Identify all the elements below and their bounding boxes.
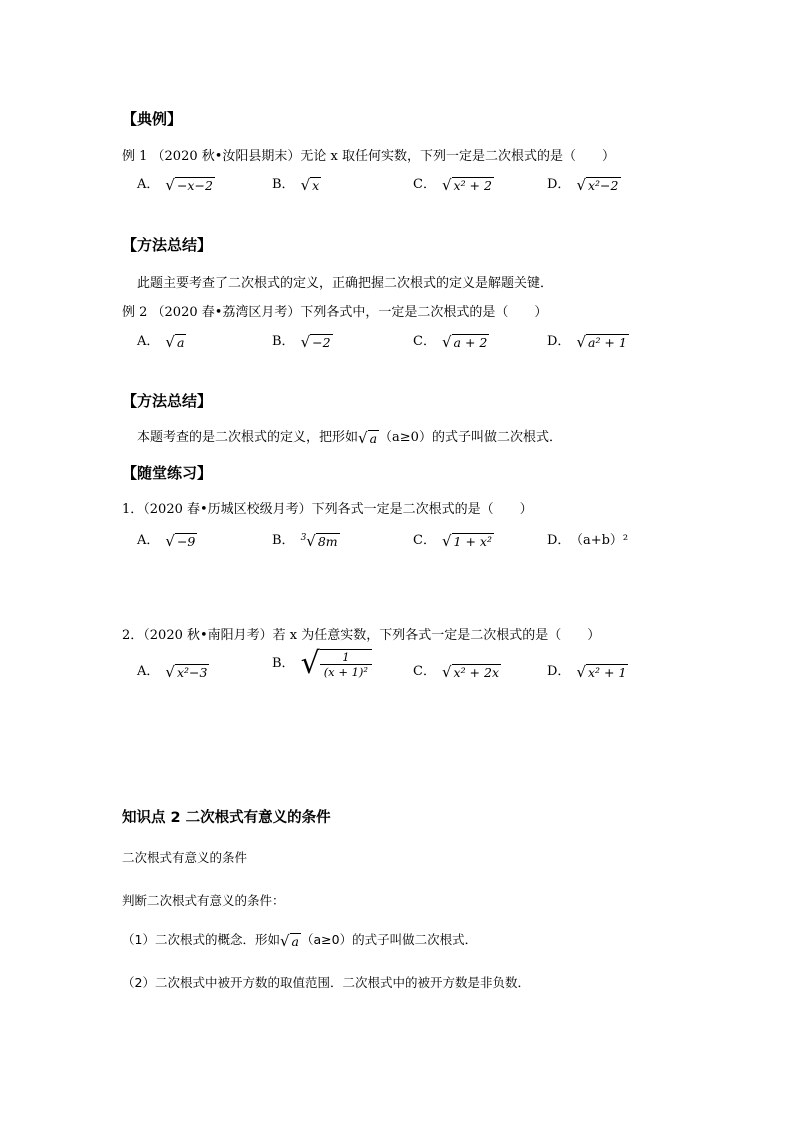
option-letter: D． — [547, 664, 571, 679]
ex2-option-a[interactable] — [137, 330, 186, 351]
option-letter: C． — [413, 177, 436, 192]
radicand: −2 — [312, 334, 331, 350]
ex1-option-d[interactable] — [547, 173, 621, 194]
ex1-option-a[interactable] — [137, 173, 215, 194]
q1-option-d[interactable] — [547, 529, 628, 548]
radicand: 8m — [317, 533, 338, 549]
option-letter: B． — [272, 656, 295, 671]
question2-stem: 2．（2020 秋•南阳月考）若 x 为任意实数，下列各式一定是二次根式的是（ ） — [122, 628, 601, 643]
cube-root: $^3$√ 8m — [300, 531, 338, 550]
option-letter: A． — [137, 533, 160, 548]
radical: √ x²−2 — [576, 175, 619, 194]
option-letter: A． — [137, 664, 160, 679]
numerator: 1 — [320, 650, 372, 665]
q2-option-b[interactable] — [272, 646, 372, 681]
radical: √ −2 — [300, 332, 331, 351]
q2-option-c[interactable] — [413, 660, 501, 681]
ex2-option-c[interactable] — [413, 330, 489, 351]
practice-heading: 【随堂练习】 — [122, 464, 213, 482]
radical: √ a² + 1 — [576, 332, 627, 351]
radical: √ a — [279, 931, 299, 950]
method-summary-heading-2: 【方法总结】 — [122, 392, 213, 410]
kp2-item-1 — [122, 930, 477, 950]
radicand: x — [312, 177, 320, 193]
method2-text-pre: 本题考查的是二次根式的定义，把形如 — [137, 430, 359, 445]
radical: √ −x−2 — [165, 175, 213, 194]
ex1-option-c[interactable] — [413, 173, 494, 194]
q2-option-a[interactable] — [137, 660, 209, 681]
radicand: a — [291, 933, 299, 949]
kp2-item1-post: （a≥0）的式子叫做二次根式． — [300, 932, 478, 947]
kp2-item1-pre: （1）二次根式的概念．形如 — [122, 932, 280, 947]
question1-stem: 1．（2020 春•历城区校级月考）下列各式一定是二次根式的是（ ） — [122, 502, 533, 517]
option-letter: C． — [413, 533, 436, 548]
example1-stem: 例 1 （2020 秋•汝阳县期末）无论 x 取任何实数，下列一定是二次根式的是（ ） — [122, 149, 616, 164]
radicand: a — [176, 334, 185, 350]
option-letter: A． — [137, 177, 160, 192]
option-letter: A． — [137, 334, 160, 349]
radical: √ $\frac{1}{\text{(x + 1)²}}$ — [301, 646, 372, 681]
example2-stem: 例 2 （2020 春•荔湾区月考）下列各式中，一定是二次根式的是（ ） — [122, 305, 548, 320]
radicand: a + 2 — [453, 334, 488, 350]
radicand: x²−3 — [176, 664, 208, 680]
radical: √ a — [358, 428, 378, 447]
option-letter: B． — [272, 533, 295, 548]
radicand: x² + 2 — [453, 177, 492, 193]
method2-text-post: （a≥0）的式子叫做二次根式． — [379, 430, 562, 445]
ex2-option-d[interactable] — [547, 330, 629, 351]
kp2-item-2: （2）二次根式中被开方数的取值范围．二次根式中的被开方数是非负数． — [122, 975, 530, 990]
radical: √ −9 — [165, 531, 196, 550]
option-letter: D． — [547, 334, 571, 349]
option-expression: （a+b）² — [576, 533, 629, 548]
kp2-subtitle: 二次根式有意义的条件 — [122, 850, 248, 865]
radicand: x² + 2x — [453, 664, 499, 680]
kp2-judge-text: 判断二次根式有意义的条件： — [122, 893, 285, 908]
root-index: 3 — [300, 532, 307, 543]
radicand: −9 — [176, 533, 196, 549]
radical: √ a + 2 — [441, 332, 488, 351]
radical: √ x²−3 — [165, 662, 208, 681]
q1-option-a[interactable] — [137, 529, 197, 550]
q2-option-d[interactable] — [547, 660, 628, 681]
method-summary-heading-1: 【方法总结】 — [122, 236, 213, 254]
radicand: a² + 1 — [588, 334, 627, 350]
typical-heading: 【典例】 — [122, 110, 183, 128]
radicand: x² + 1 — [588, 664, 627, 680]
method-summary-text-1: 此题主要考查了二次根式的定义，正确把握二次根式的定义是解题关键． — [137, 276, 554, 291]
q1-option-b[interactable] — [272, 529, 340, 550]
method-summary-text-2 — [137, 426, 562, 447]
option-letter: C． — [413, 334, 436, 349]
option-letter: B． — [272, 334, 295, 349]
option-letter: C． — [413, 664, 436, 679]
radicand: 1 + x² — [453, 533, 492, 549]
q1-option-c[interactable] — [413, 529, 494, 550]
radicand: x²−2 — [588, 177, 619, 193]
radical: √ x² + 2 — [441, 175, 492, 194]
radical: √ x² + 2x — [441, 662, 499, 681]
radical: √ x² + 1 — [576, 662, 627, 681]
knowledge-point-2-title: 知识点 2 二次根式有意义的条件 — [122, 810, 331, 826]
ex1-option-b[interactable] — [272, 173, 321, 194]
ex2-option-b[interactable] — [272, 330, 333, 351]
option-letter: D． — [547, 533, 571, 548]
fraction — [320, 649, 372, 679]
option-letter: D． — [547, 177, 571, 192]
radical: √ x — [300, 175, 320, 194]
option-letter: B． — [272, 177, 295, 192]
radicand: −x−2 — [176, 177, 213, 193]
radical: √ 1 + x² — [441, 531, 492, 550]
radicand: a — [369, 430, 378, 446]
radical: √ a — [165, 332, 185, 351]
denominator: (x + 1)² — [323, 664, 369, 679]
